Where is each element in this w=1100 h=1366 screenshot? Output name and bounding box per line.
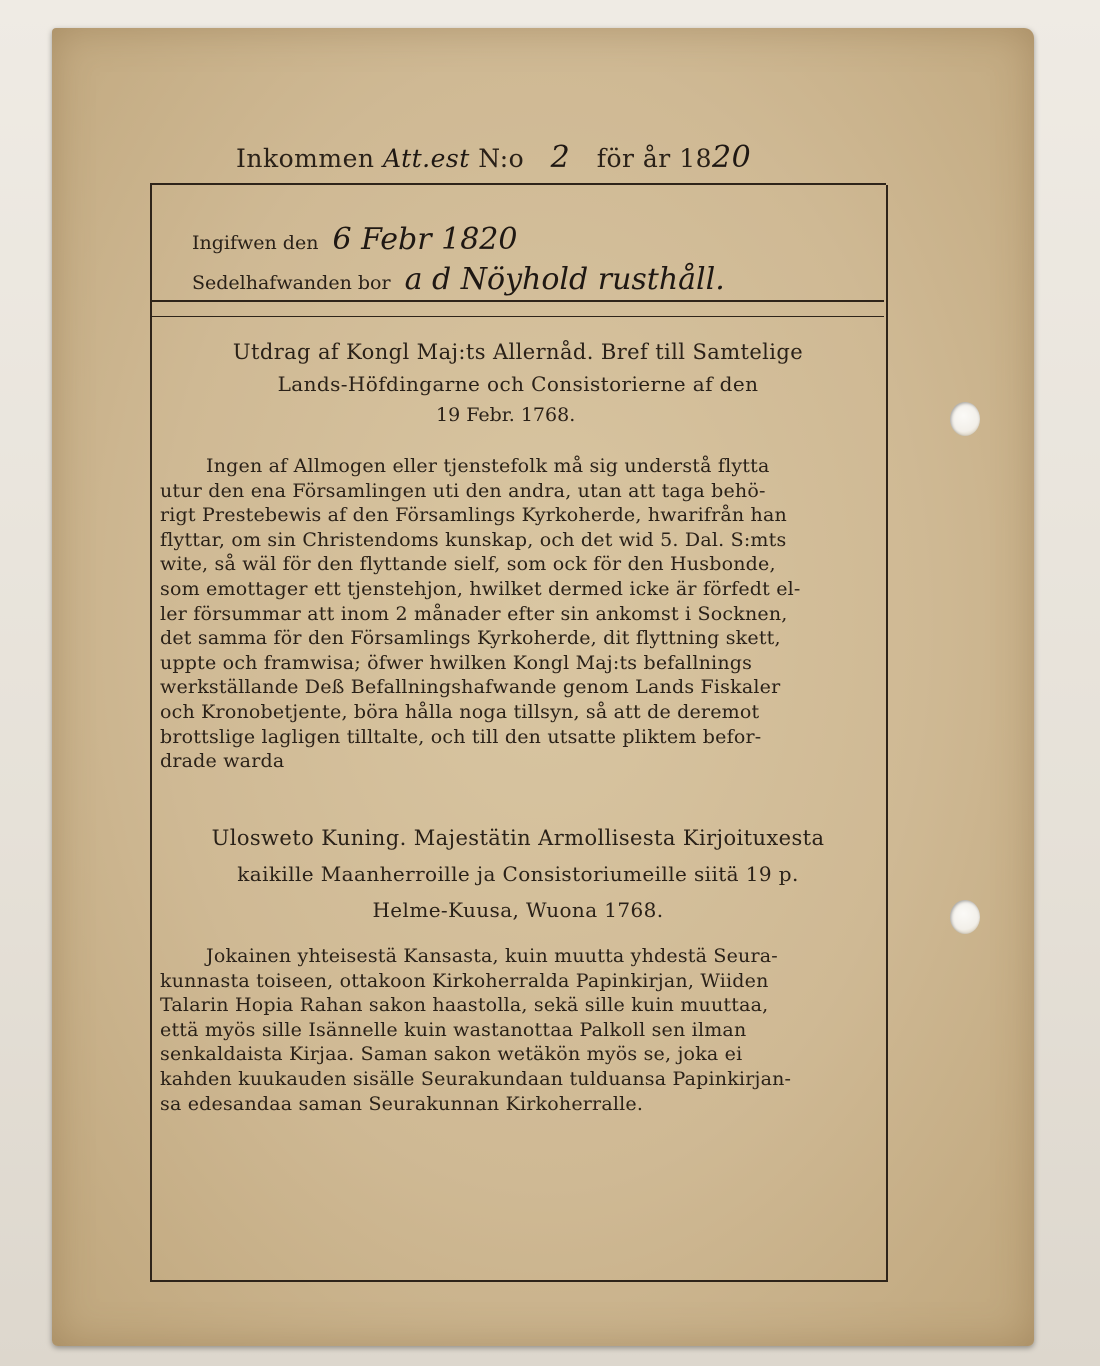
resident-value-handwritten: a d Nöyhold rusthåll. <box>404 262 725 297</box>
resident-row <box>192 262 725 297</box>
swedish-line: utur den ena Församlingen uti den andra, utan att taga behö- <box>160 479 766 502</box>
finnish-line: senkaldaista Kirjaa. Saman sakon wetäkön myös se, joka ei <box>160 1043 743 1066</box>
swedish-line: och Kronobetjente, böra hålla noga tillsyn, så att de deremot <box>160 700 760 723</box>
submitted-row <box>192 222 517 257</box>
header-year-label: för år 18 <box>596 144 713 173</box>
finnish-line: kunnasta toiseen, ottakoon Kirkoherralda Papinkirjan, Wiiden <box>160 969 769 992</box>
header-prefix: Inkommen <box>236 144 375 173</box>
submitted-value-handwritten: 6 Febr 1820 <box>332 222 518 257</box>
swedish-line: det samma för den Församlings Kyrkoherde, dit flyttning skett, <box>160 627 781 650</box>
swedish-line: werkställande Deß Befallningshafwande genom Lands Fiskaler <box>160 676 781 699</box>
swedish-line: drade warda <box>160 750 285 773</box>
form-separator-rule <box>152 300 884 302</box>
swedish-line: rigt Prestebewis af den Församlings Kyrkoherde, hwarifrån han <box>160 504 787 527</box>
header-number-value: 2 <box>550 140 571 175</box>
swedish-line: wite, så wäl för den flyttande sielf, som ock för den Husbonde, <box>160 553 776 576</box>
border-top-rule <box>150 183 886 185</box>
punch-hole-bottom <box>950 900 980 934</box>
header-attest-handwritten: Att.est <box>382 144 470 173</box>
finnish-heading-line3: Helme-Kuusa, Wuona 1768. <box>372 898 664 922</box>
finnish-line: sa edesandaa saman Seurakunnan Kirkoherralle. <box>160 1092 644 1115</box>
swedish-heading-line2: Lands-Höfdingarne och Consistorierne af den <box>277 372 759 396</box>
finnish-paragraph <box>160 944 882 1116</box>
swedish-line: som emottager ett tjenstehjon, hwilket dermed icke är förfedt el- <box>160 577 801 600</box>
swedish-heading-date: 19 Febr. 1768. <box>436 404 576 426</box>
finnish-line: Jokainen yhteisestä Kansasta, kuin muutta yhdestä Seura- <box>206 945 778 967</box>
swedish-heading-line1: Utdrag af Kongl Maj:ts Allernåd. Bref till Samtelige <box>232 340 804 364</box>
swedish-line: Ingen af Allmogen eller tjenstefolk må sig understå flytta <box>206 455 770 477</box>
swedish-paragraph <box>160 454 882 774</box>
header-number-label: N:o <box>478 144 525 173</box>
swedish-line: brottslige lagligen tilltalte, och till den utsatte pliktem befor- <box>160 725 762 748</box>
finnish-line: Talarin Hopia Rahan sakon haastolla, sekä sille kuin muuttaa, <box>160 994 769 1017</box>
submitted-label: Ingifwen den <box>192 232 319 254</box>
finnish-heading-line2: kaikille Maanherroille ja Consistoriumeille siitä 19 p. <box>237 862 799 886</box>
swedish-line: ler försummar att inom 2 månader efter sin ankomst i Socknen, <box>160 602 788 625</box>
header-line <box>236 140 751 175</box>
finnish-heading-line1: Ulosweto Kuning. Majestätin Armollisesta Kirjoituxesta <box>211 826 825 850</box>
resident-label: Sedelhafwanden bor <box>192 272 391 294</box>
swedish-line: uppte och framwisa; öfwer hwilken Kongl Maj:ts befallnings <box>160 651 753 674</box>
finnish-line: kahden kuukauden sisälle Seurakundaan tulduansa Papinkirjan- <box>160 1067 792 1090</box>
header-year-handwritten: 20 <box>712 140 752 175</box>
swedish-line: flyttar, om sin Christendoms kunskap, och det wid 5. Dal. S:mts <box>160 528 787 551</box>
form-separator-rule-thin <box>152 316 884 317</box>
finnish-line: että myös sille Isännelle kuin wastanottaa Palkoll sen ilman <box>160 1018 747 1041</box>
punch-hole-top <box>950 402 980 436</box>
border-bottom-rule <box>150 1280 886 1282</box>
